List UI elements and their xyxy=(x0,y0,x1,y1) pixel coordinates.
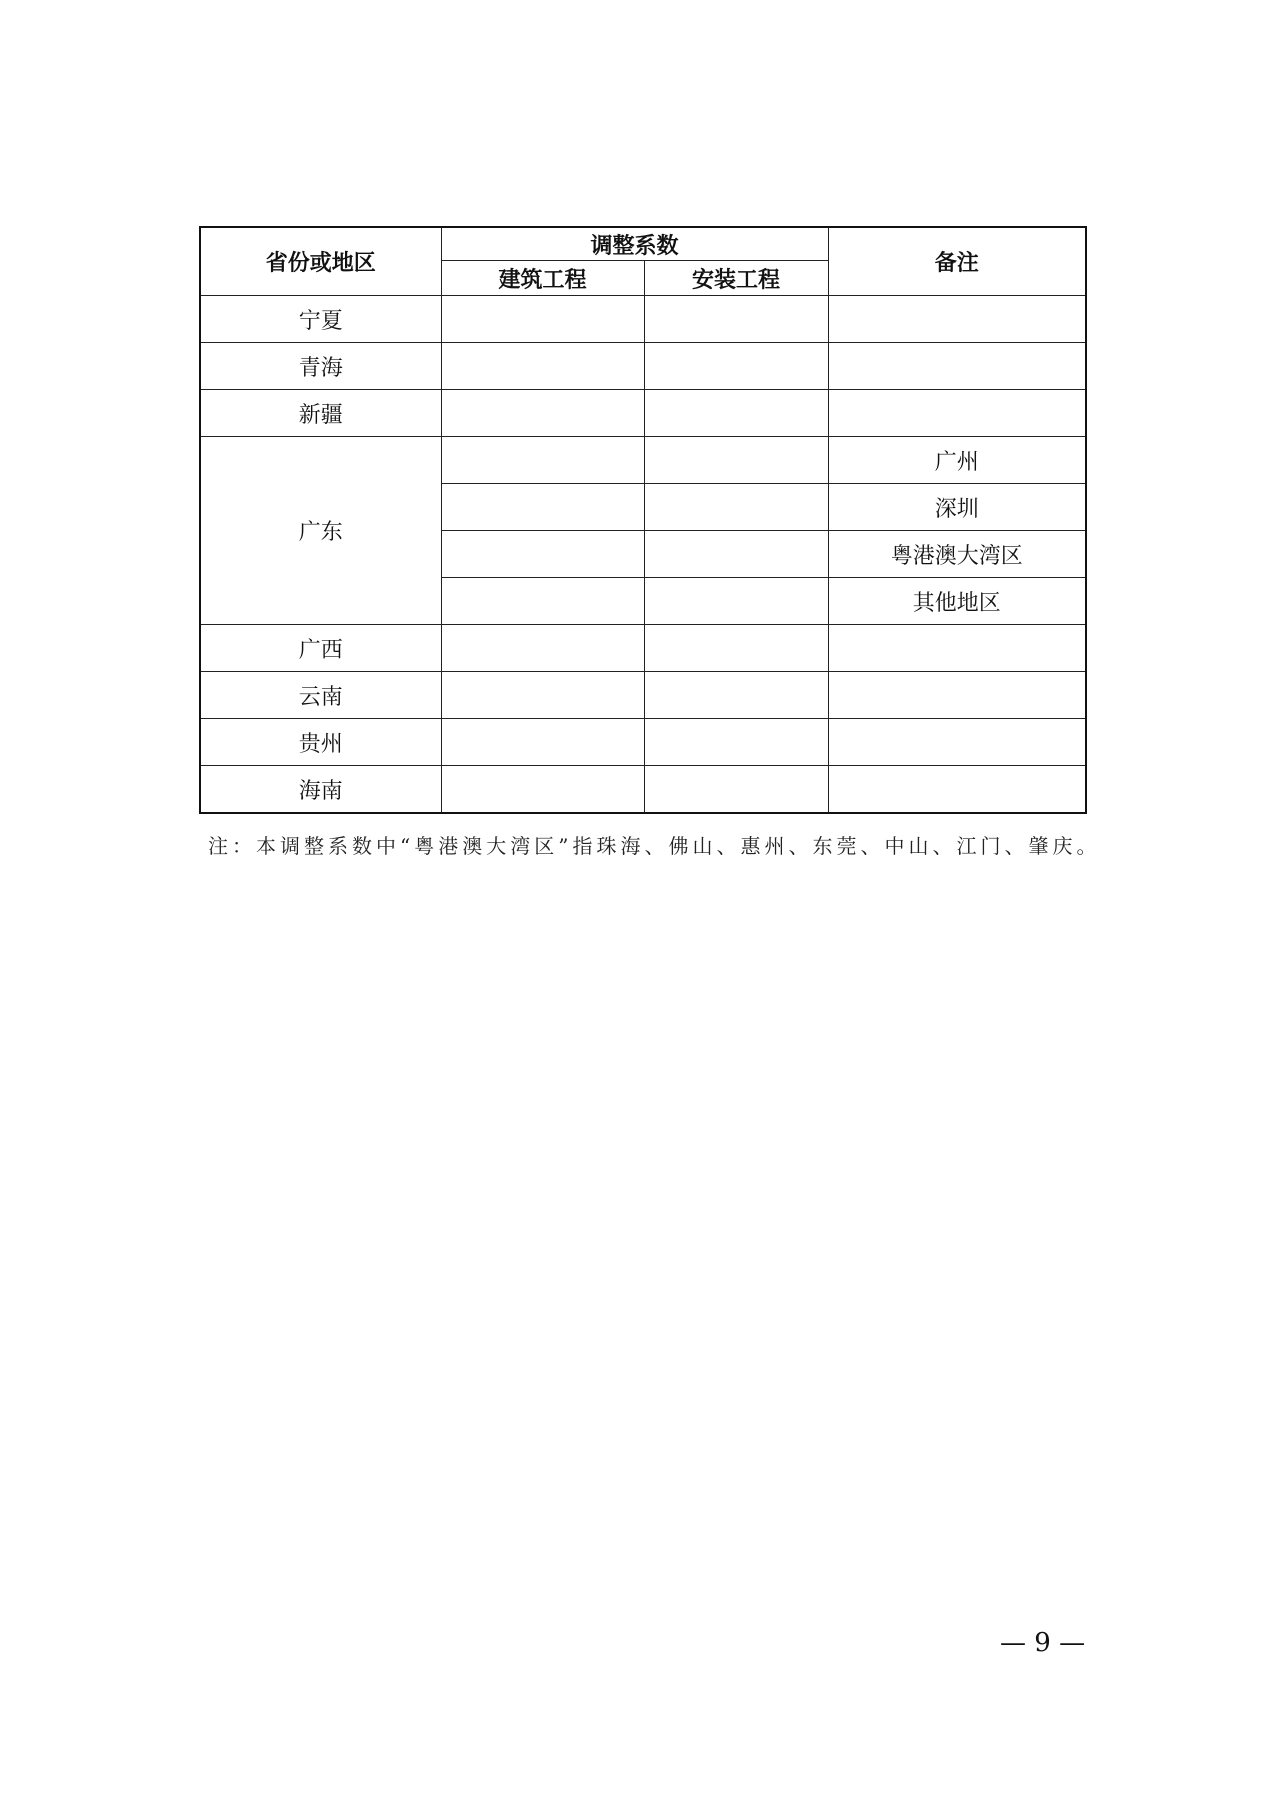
construction-cell xyxy=(441,343,644,390)
table-row xyxy=(200,296,1086,343)
header-remark: 备注 xyxy=(828,227,1086,296)
construction-cell xyxy=(441,672,644,719)
installation-cell xyxy=(644,625,828,672)
construction-cell xyxy=(441,531,644,578)
installation-cell xyxy=(644,578,828,625)
region-cell: 广西 xyxy=(200,625,441,672)
table-footnote: 注：本调整系数中“粤港澳大湾区”指珠海、佛山、惠州、东莞、中山、江门、肇庆。 xyxy=(208,834,1101,858)
header-coefficient: 调整系数 xyxy=(441,227,828,261)
region-cell: 贵州 xyxy=(200,719,441,766)
installation-cell xyxy=(644,296,828,343)
remark-cell xyxy=(828,296,1086,343)
construction-cell xyxy=(441,719,644,766)
construction-cell xyxy=(441,766,644,814)
construction-cell xyxy=(441,578,644,625)
installation-cell xyxy=(644,390,828,437)
region-cell: 宁夏 xyxy=(200,296,441,343)
remark-cell xyxy=(828,625,1086,672)
installation-cell xyxy=(644,484,828,531)
construction-cell xyxy=(441,484,644,531)
table-row xyxy=(200,437,1086,484)
table-row xyxy=(200,766,1086,814)
installation-cell xyxy=(644,719,828,766)
construction-cell xyxy=(441,625,644,672)
installation-cell xyxy=(644,343,828,390)
remark-cell xyxy=(828,390,1086,437)
adjustment-coefficient-table xyxy=(199,226,1087,814)
installation-cell xyxy=(644,437,828,484)
region-cell: 青海 xyxy=(200,343,441,390)
installation-cell xyxy=(644,672,828,719)
remark-cell xyxy=(828,766,1086,814)
region-cell: 海南 xyxy=(200,766,441,814)
remark-cell: 粤港澳大湾区 xyxy=(828,531,1086,578)
header-installation: 安装工程 xyxy=(644,261,828,296)
installation-cell xyxy=(644,766,828,814)
installation-cell xyxy=(644,531,828,578)
remark-cell: 其他地区 xyxy=(828,578,1086,625)
construction-cell xyxy=(441,390,644,437)
page-number: — 9 — xyxy=(1000,1628,1086,1658)
region-cell: 云南 xyxy=(200,672,441,719)
construction-cell xyxy=(441,296,644,343)
construction-cell xyxy=(441,437,644,484)
remark-cell xyxy=(828,672,1086,719)
table-row xyxy=(200,719,1086,766)
header-region: 省份或地区 xyxy=(200,227,441,296)
table-row xyxy=(200,672,1086,719)
remark-cell xyxy=(828,343,1086,390)
remark-cell: 广州 xyxy=(828,437,1086,484)
header-construction: 建筑工程 xyxy=(441,261,644,296)
region-cell: 新疆 xyxy=(200,390,441,437)
table-row xyxy=(200,390,1086,437)
remark-cell xyxy=(828,719,1086,766)
table-row xyxy=(200,625,1086,672)
table-row xyxy=(200,343,1086,390)
region-cell-guangdong: 广东 xyxy=(200,437,441,625)
remark-cell: 深圳 xyxy=(828,484,1086,531)
